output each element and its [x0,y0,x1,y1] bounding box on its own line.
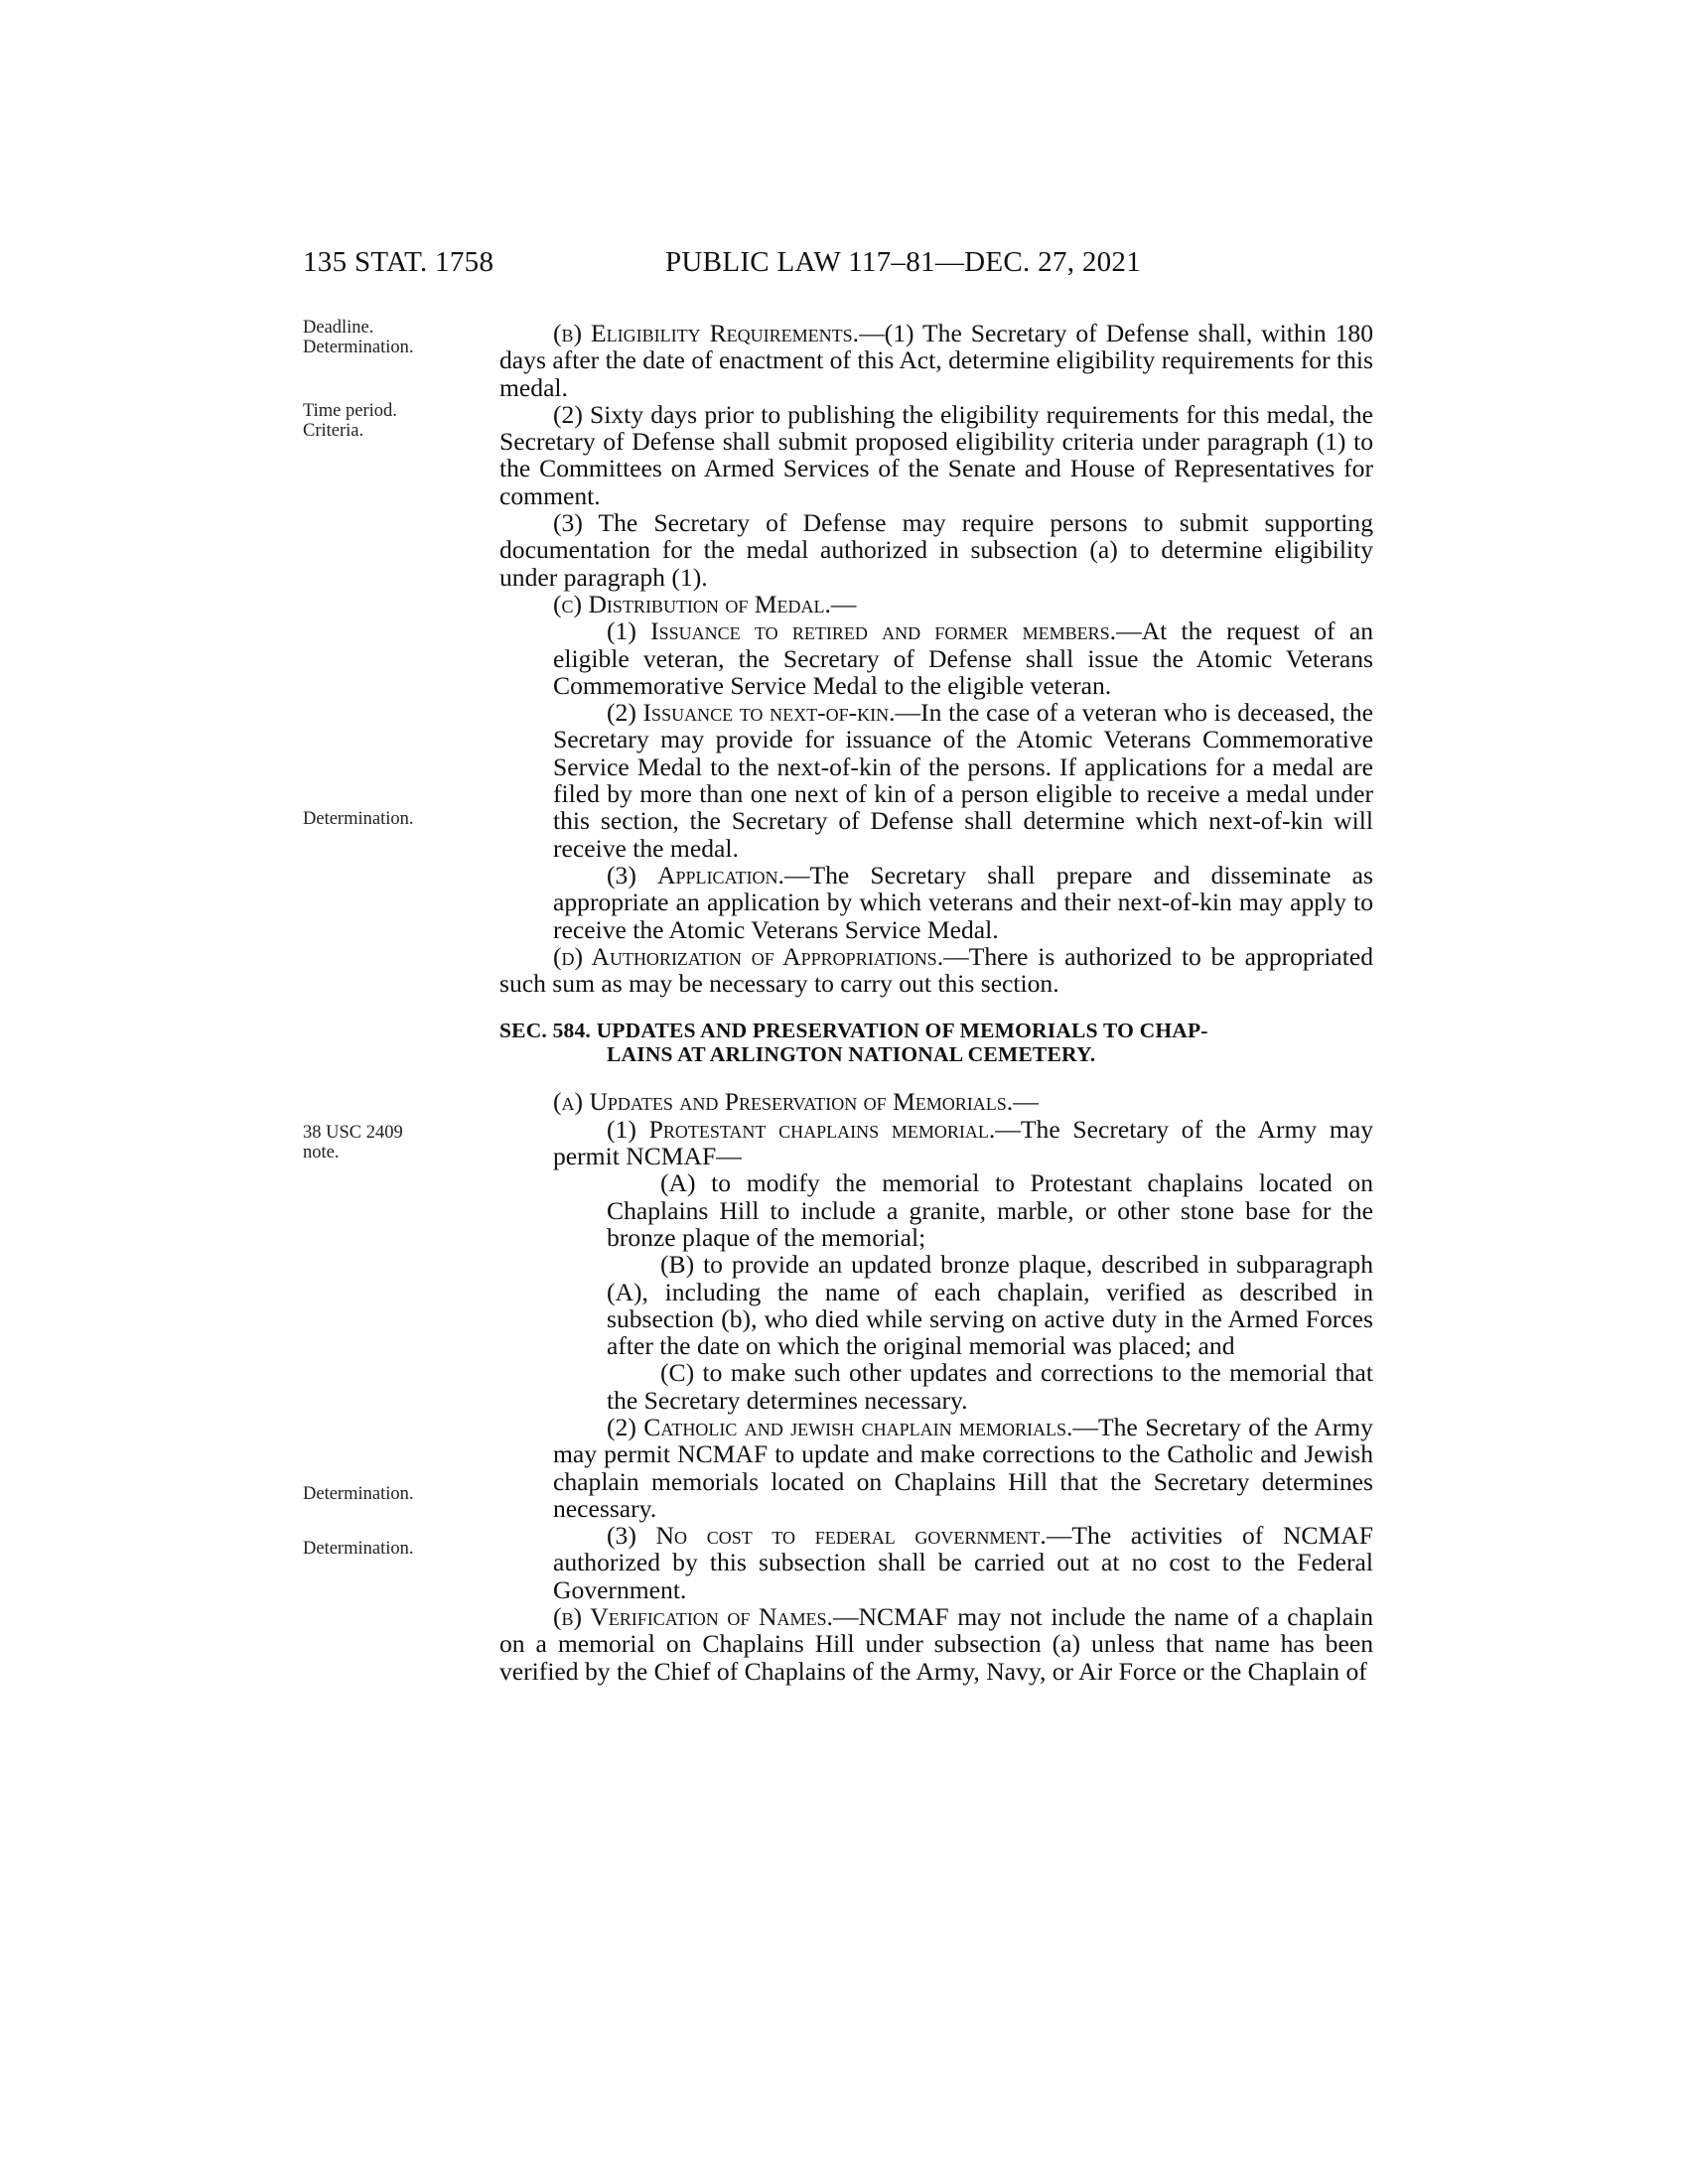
margin-note [303,809,472,829]
subsection-heading: (d) Authorization of Appropriations. [553,941,944,971]
margin-note-line: Deadline. [303,318,374,338]
paragraph-number: (2) [607,698,643,728]
statute-page-number: 135 STAT. 1758 [303,246,494,278]
page-header [303,246,1375,286]
paragraph-text: —(1) The Secretary of Defense shall, within 180 days after the date of enactment of this Act, determine eligibility requirements for this medal. [499,319,1373,402]
subsection-heading: (b) Verification of Names. [553,1602,833,1632]
paragraph-b2 [499,401,1373,509]
section-heading-line: SEC. 584. UPDATES AND PRESERVATION OF MEMORIALS TO CHAP- [499,1019,1208,1043]
paragraph-b3 [499,509,1373,591]
paragraph-text: —There is authorized to be appropriated such sum as may be necessary to carry out this section. [499,941,1373,999]
margin-note [303,1123,472,1162]
paragraph-c3 [499,862,1373,943]
paragraph-text: (C) to make such other updates and corrections to the memorial that the Secretary determines necessary. [607,1358,1373,1415]
paragraph-text: —The Secretary shall prepare and disseminate as appropriate an application by which veterans and their next-of-kin may apply to receive the Atomic Veterans Service Medal. [553,860,1373,944]
margin-note [303,1484,472,1504]
paragraph-text: (A) to modify the memorial to Protestant chaplains located on Chaplains Hill to include a granite, marble, or other stone base for the bronze plaque of the memorial; [607,1168,1373,1252]
paragraph-number: (1) [607,616,651,646]
margin-note-line: Determination. [303,1484,414,1504]
margin-note-line: Time period. [303,401,397,421]
subsection-heading: (a) Updates and Preservation of Memorials. [553,1087,1014,1117]
section-heading-line: LAINS AT ARLINGTON NATIONAL CEMETERY. [607,1042,1096,1067]
paragraph-text: —The Secretary of the Army may permit NCMAF to update and make corrections to the Catholic and Jewish chaplain memorials located on Chaplains Hill that the Secretary determines necessary. [553,1412,1373,1523]
margin-note-line: 38 USC 2409 [303,1123,403,1143]
paragraph-text: —In the case of a veteran who is deceased, the Secretary may provide for issuance of the Atomic Veterans Commemorative Service Medal to the next-of-kin of the persons. If applications for a medal are filed by more than one next of kin of a person eligible to receive a medal under this section, the Secretary of Defense shall determine which next-of-kin will receive the medal. [553,698,1373,863]
paragraph-heading: Issuance to retired and former members. [650,616,1117,646]
paragraph-text: —NCMAF may not include the name of a chaplain on a memorial on Chaplains Hill under subsection (a) unless that name has been verified by the Chief of Chaplains of the Army, Navy, or Air Force or the Chaplain of [499,1602,1373,1686]
dash: — [1013,1087,1039,1117]
paragraph-a3 [499,1522,1373,1603]
paragraph-b1 [499,320,1373,401]
paragraph-number: (3) [607,860,657,889]
paragraph-number: (1) [607,1114,649,1144]
paragraph-text: —The Secretary of the Army may permit NCMAF— [553,1114,1373,1171]
section-heading [499,1019,1373,1066]
paragraph-heading: Issuance to next-of-kin. [642,698,896,728]
paragraph-number: (3) [607,1521,656,1551]
subparagraph-A [499,1169,1373,1251]
paragraph-heading: No cost to federal government. [655,1521,1047,1551]
paragraph-text: (2) Sixty days prior to publishing the eligibility requirements for this medal, the Secretary of Defense shall submit proposed eligibility criteria under paragraph (1) to the Committees on Armed Services of the Senate and House of Representatives for comment. [499,399,1373,510]
paragraph-heading: Application. [657,860,784,889]
paragraph-text: —The activities of NCMAF authorized by this subsection shall be carried out at no cost to the Federal Government. [553,1521,1373,1604]
body-text [499,320,1373,1685]
paragraph-a2 [499,1414,1373,1522]
paragraph-c1 [499,617,1373,699]
paragraph-a [499,1088,1373,1115]
subsection-heading: (c) Distribution of Medal. [553,589,831,618]
paragraph-verification [499,1603,1373,1685]
margin-note-line: Determination. [303,809,414,829]
paragraph-c [499,591,1373,617]
paragraph-text: (B) to provide an updated bronze plaque, described in subparagraph (A), including the name of each chaplain, verified as described in subsection (b), who died while serving on active duty in the Armed Forces after the date on which the original memorial was placed; and [607,1250,1373,1361]
margin-note [303,401,472,441]
margin-note [303,1539,472,1559]
paragraph-c2 [499,699,1373,862]
subparagraph-C [499,1359,1373,1414]
margin-note-line: Criteria. [303,421,364,441]
dash: — [830,589,857,618]
margin-note-line: Determination. [303,338,414,357]
margin-note [303,318,472,357]
paragraph-d [499,943,1373,998]
paragraph-text: —At the request of an eligible veteran, the Secretary of Defense shall issue the Atomic Veterans Commemorative Service Medal to the eligible veteran. [553,616,1373,700]
subparagraph-B [499,1251,1373,1359]
paragraph-a1 [499,1116,1373,1170]
margin-note-line: note. [303,1143,340,1162]
margin-note-line: Determination. [303,1539,414,1559]
paragraph-number: (2) [607,1412,644,1441]
paragraph-heading: Protestant chaplains memorial. [648,1114,996,1144]
running-head: PUBLIC LAW 117–81—DEC. 27, 2021 [665,246,1142,278]
subsection-heading: (b) Eligibility Requirements. [553,319,860,347]
paragraph-text: (3) The Secretary of Defense may require persons to submit supporting documentation for the medal authorized in subsection (a) to determine eligibility under paragraph (1). [499,508,1373,592]
paragraph-heading: Catholic and jewish chaplain memorials. [643,1412,1073,1441]
